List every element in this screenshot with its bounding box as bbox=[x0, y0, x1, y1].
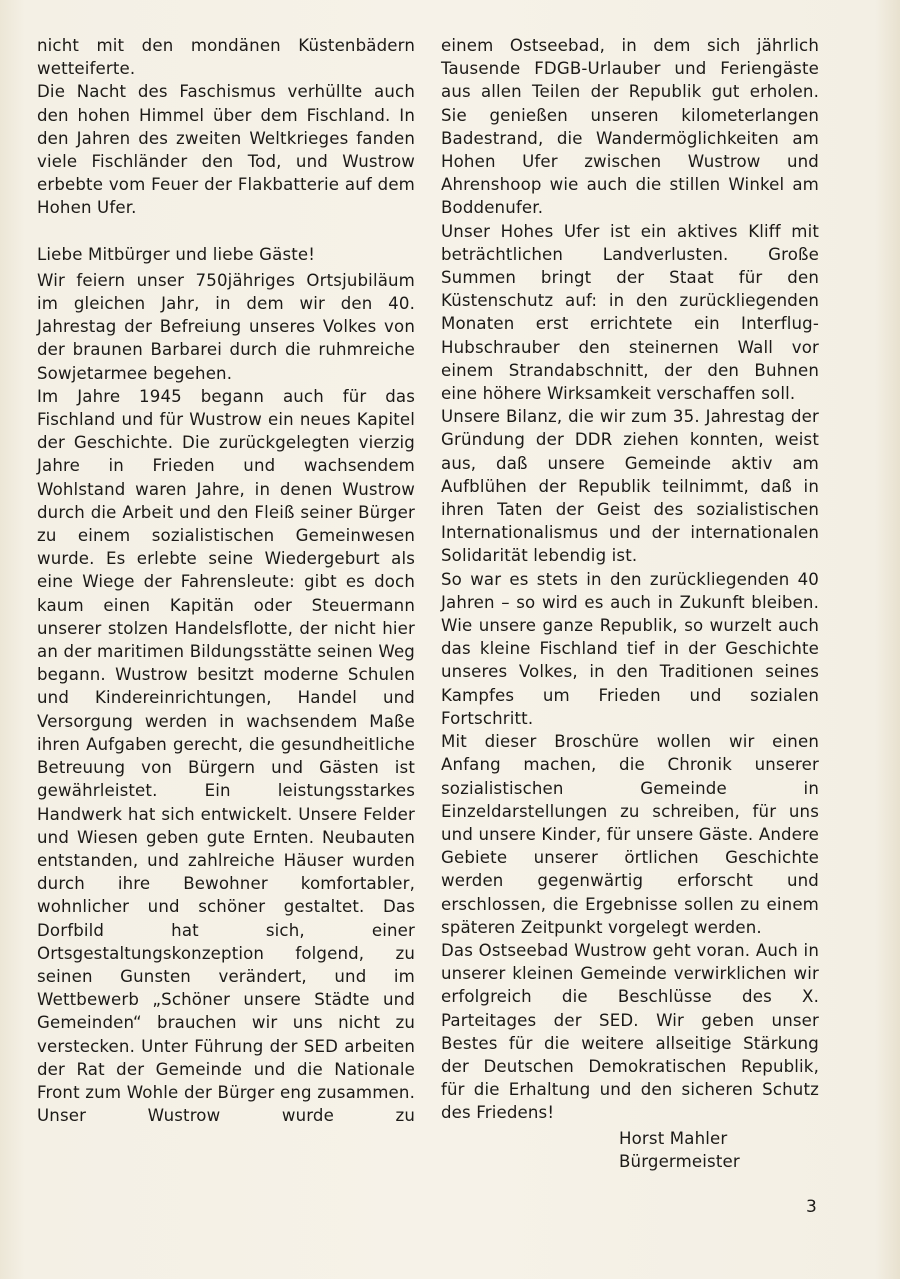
paragraph: So war es stets in den zurückliegenden 40 Jahren – so wird es auch in Zukunft bleiben. Wie unsere ganze Republik, so wurzelt auch das kleine Fischland tief in der Geschichte unseres Volkes, in den Traditionen seines Kampfes um Frieden und sozialen Fortschritt. bbox=[441, 569, 819, 728]
paragraph: Mit dieser Broschüre wollen wir einen Anfang machen, die Chronik unserer sozialistischen Gemeinde in Einzeldarstellungen zu schreiben, für uns und unsere Kinder, für unsere Gäste. Andere Gebiete unserer örtlichen Geschichte werden gegenwärtig erforscht und erschlossen, die Ergebnisse sollen zu einem späteren Zeitpunkt vorgelegt werden. bbox=[441, 732, 819, 937]
paragraph: Wir feiern unser 750jähriges Ortsjubiläum im gleichen Jahr, in dem wir den 40. Jahrestag der Befreiung unseres Volkes von der braunen Barbarei durch die ruhmreiche Sowjetarmee begehen. bbox=[37, 270, 415, 383]
paragraph: Die Nacht des Faschismus verhüllte auch den hohen Himmel über dem Fischland. In den Jahren des zweiten Weltkrieges fanden viele Fischländer den Tod, und Wustrow erbebte vom Feuer der Flakbatterie auf dem Hohen Ufer. bbox=[37, 82, 415, 218]
paragraph: Im Jahre 1945 begann auch für das Fischland und für Wustrow ein neues Kapitel der Geschichte. Die zurückgelegten vierzig Jahre in Frieden und wachsendem Wohlstand waren Jahre, in denen Wustrow durch die Arbeit und den Fleiß seiner Bürger zu einem sozialistischen Gemeinwesen wurde. Es erlebte seine Wiedergeburt als eine Wiege der Fahrensleute: gibt es doch kaum einen Kapitän oder Steuermann unserer stolzen Handelsflotte, der nicht hier an der maritimen Bildungsstätte seinen Weg begann. Wustrow besitzt moderne Schulen und Kindereinrichtungen, Handel und Versorgung werden in wachsendem Maße ihren Aufgaben gerecht, die gesundheitliche Betreuung von Bürgern und Gästen ist gewährleistet. Ein leistungsstarkes Handwerk hat sich entwickelt. Unsere Felder und Wiesen geben gute Ernten. Neubauten entstanden, und zahlreiche Häuser wurden durch ihre Bewohner komfortabler, wohnlicher und schöner gestaltet. Das Dorfbild hat sich, einer Ortsgestaltungskonzeption folgend, zu seinen Gunsten verändert, und im Wettbewerb „Schöner unsere Städte und Gemeinden“ brauchen wir uns nicht zu verstecken. Unter Führung der SED arbeiten der Rat der Gemeinde und die Nationale Front zum Wohle der Bürger eng zusammen. Unser Wustrow wurde zu bbox=[37, 386, 415, 1126]
page-number: 3 bbox=[806, 1197, 817, 1217]
paragraph: einem Ostseebad, in dem sich jährlich Tausende FDGB-Urlauber und Feriengäste aus allen Teilen der Republik gut erholen. Sie genießen unseren kilometerlangen Badestrand, die Wandermöglichkeiten am Hohen Ufer zwischen Wustrow und Ahrenshoop wie auch die stillen Winkel am Boddenufer. bbox=[441, 36, 819, 218]
paragraph: Unser Hohes Ufer ist ein aktives Kliff mit beträchtlichen Landverlusten. Große Summen bringt der Staat für den Küstenschutz auf: in den zurückliegenden Monaten erst errichtete ein Interflug-Hubschrauber den steinernen Wall vor einem Strandabschnitt, der den Buhnen eine höhere Wirksamkeit verschaffen soll. bbox=[441, 221, 819, 404]
right-text-column bbox=[441, 34, 819, 1173]
signature-name: Horst Mahler bbox=[619, 1128, 728, 1148]
paragraph: Das Ostseebad Wustrow geht voran. Auch in unserer kleinen Gemeinde verwirklichen wir erfolgreich die Beschlüsse des X. Parteitages der SED. Wir geben unser Bestes für die weitere allseitige Stärkung der Deutschen Demokratischen Republik, für die Erhaltung und den sicheren Schutz des Friedens! bbox=[441, 940, 819, 1123]
paragraph: Unsere Bilanz, die wir zum 35. Jahrestag der Gründung der DDR ziehen konnten, weist aus, daß unsere Gemeinde aktiv am Aufblühen der Republik teilnimmt, daß in ihren Taten der Geist des sozialistischen Internationalismus und der internationalen Solidarität lebendig ist. bbox=[441, 407, 819, 566]
paragraph: nicht mit den mondänen Küstenbädern wetteiferte. bbox=[37, 36, 415, 79]
left-text-column bbox=[37, 34, 415, 1127]
signature-title: Bürgermeister bbox=[619, 1151, 740, 1171]
signature-block bbox=[619, 1127, 819, 1173]
greeting-heading: Liebe Mitbürger und liebe Gäste! bbox=[37, 244, 316, 264]
